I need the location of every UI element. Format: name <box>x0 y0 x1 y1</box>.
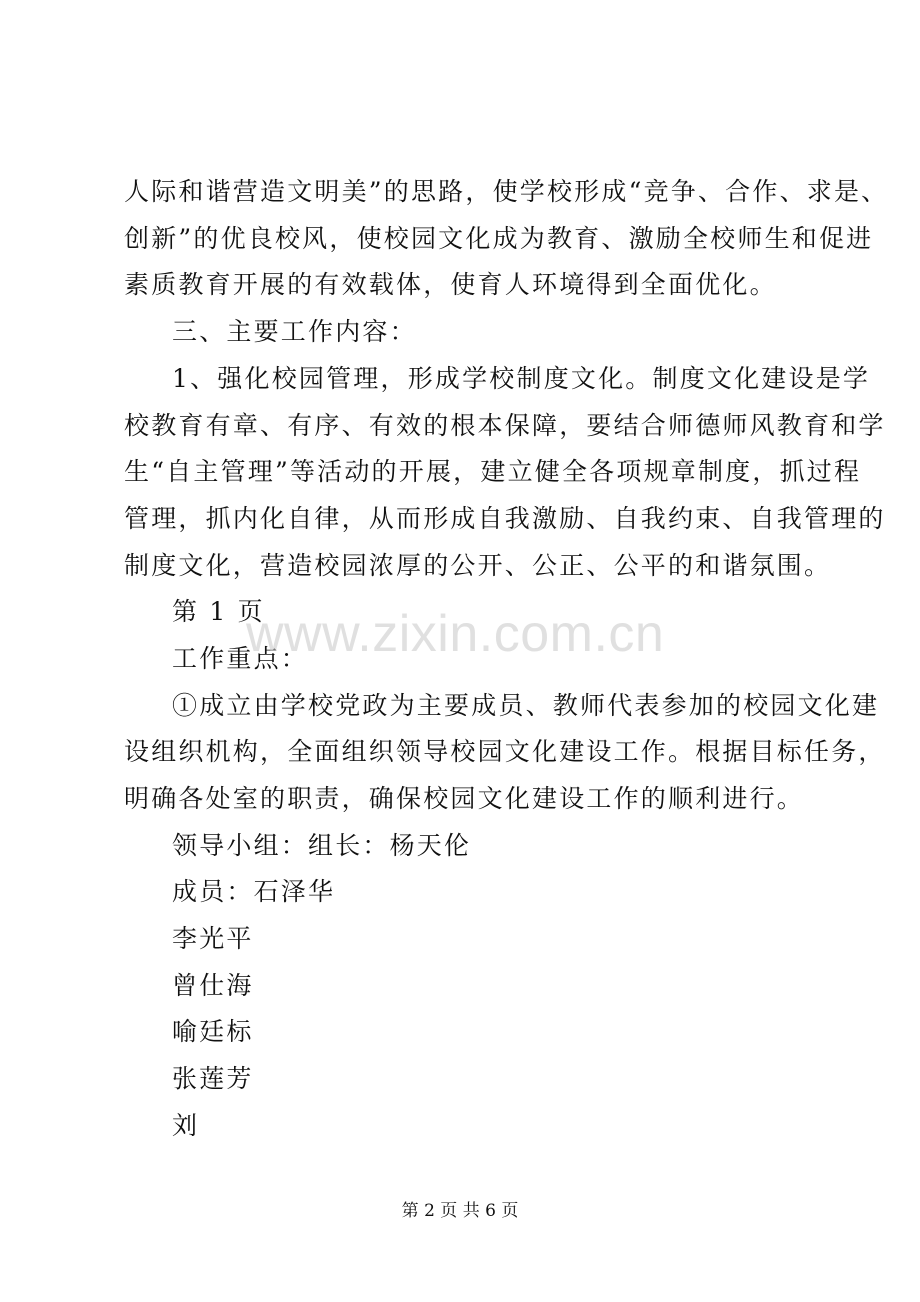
subheading: 工作重点： <box>172 644 309 673</box>
member-name: 张莲芳 <box>172 1064 254 1093</box>
paragraph-line: 管理，抓内化自律，从而形成自我激励、自我约束、自我管理的 <box>124 504 886 533</box>
watermark: www.zixin.com.cn <box>246 605 665 663</box>
page-footer: 第 2 页 共 6 页 <box>401 1201 519 1221</box>
paragraph-line: 明确各处室的职责，确保校园文化建设工作的顺利进行。 <box>124 784 805 813</box>
paragraph-line: 创新”的优良校风，使校园文化成为教育、激励全校师生和促进 <box>124 224 874 253</box>
member-name: 曾仕海 <box>172 971 254 1000</box>
paragraph-line: 1、强化校园管理，形成学校制度文化。制度文化建设是学 <box>172 364 871 393</box>
member-line: 成员：石泽华 <box>172 877 336 906</box>
member-name: 李光平 <box>172 924 254 953</box>
member-name: 喻廷标 <box>172 1017 254 1046</box>
section-heading: 三、主要工作内容： <box>172 317 417 346</box>
paragraph-line: 生“自主管理”等活动的开展，建立健全各项规章制度，抓过程 <box>124 457 862 486</box>
paragraph-line: 制度文化，营造校园浓厚的公开、公正、公平的和谐氛围。 <box>124 551 832 580</box>
member-name: 刘 <box>172 1111 200 1140</box>
paragraph-line: 人际和谐营造文明美”的思路，使学校形成“竞争、合作、求是、 <box>124 177 889 206</box>
paragraph-line: 设组织机构，全面组织领导校园文化建设工作。根据目标任务， <box>124 737 886 766</box>
paragraph-line: 素质教育开展的有效载体，使育人环境得到全面优化。 <box>124 270 777 299</box>
inline-page-number: 第 1 页 <box>172 597 265 626</box>
paragraph-line: ①成立由学校党政为主要成员、教师代表参加的校园文化建 <box>172 691 880 720</box>
leader-line: 领导小组：组长：杨天伦 <box>172 831 472 860</box>
paragraph-line: 校教育有章、有序、有效的根本保障，要结合师德师风教育和学 <box>124 411 886 440</box>
